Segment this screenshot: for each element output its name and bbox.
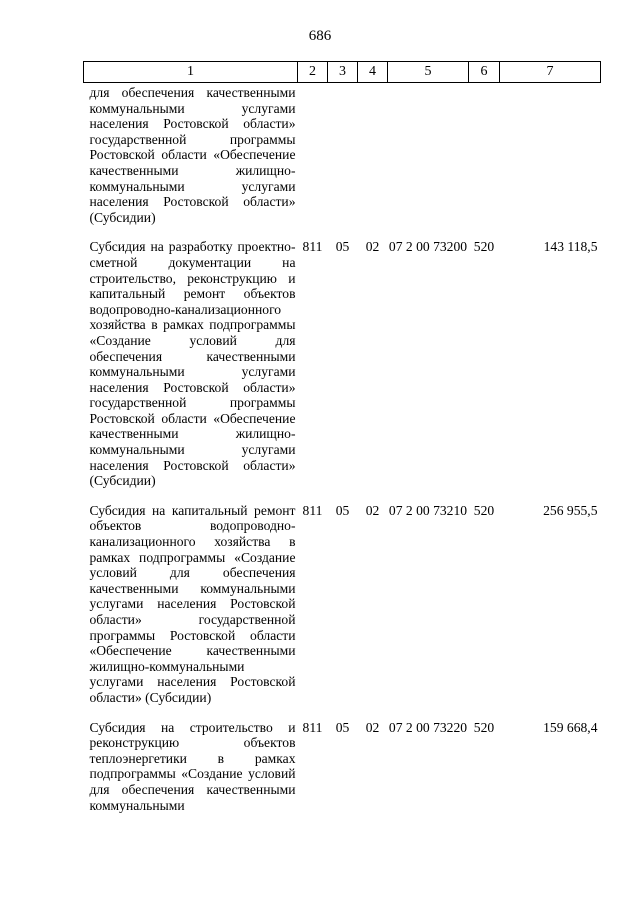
header-col-4: 4 [358, 62, 388, 83]
row-expense-type: 520 [473, 502, 495, 518]
row-section-code: 05 [335, 719, 350, 735]
row-section-code: 05 [335, 502, 350, 518]
table-row [84, 237, 601, 489]
row-amount: 256 955,5 [543, 502, 598, 518]
header-col-3: 3 [328, 62, 358, 83]
row-subsection-code: 02 [365, 502, 380, 518]
row-description: Субсидия на строительство и реконструкцию объектов теплоэнергетики в рамках подпрограммы «Создание условий для обеспечения качественными коммунальными [89, 719, 296, 813]
header-col-1: 1 [84, 62, 298, 83]
page-number: 686 [308, 28, 332, 44]
budget-table [83, 61, 601, 813]
row-description: Субсидия на разработку проектно-сметной документации на строительство, реконструкцию и капитальный ремонт объектов водопроводно-канализационного хозяйства в рамках подпрограммы «Создание условий для обеспечения качественными коммунальными услугами населения Ростовской области» государственной программы Ростовской области «Обеспечение качественными жилищно-коммунальными услугами населения Ростовской области» (Субсидии) [89, 239, 296, 489]
row-ministry-code: 811 [302, 239, 323, 255]
row-target-code: 07 2 00 73200 [388, 239, 468, 255]
header-col-2: 2 [298, 62, 328, 83]
row-amount: 159 668,4 [543, 719, 598, 735]
header-col-5: 5 [388, 62, 469, 83]
row-expense-type: 520 [473, 239, 495, 255]
row-subsection-code: 02 [365, 719, 380, 735]
row-section-code: 05 [335, 239, 350, 255]
header-col-7: 7 [500, 62, 601, 83]
row-ministry-code: 811 [302, 719, 323, 735]
table-row-continuation [84, 83, 601, 226]
row-ministry-code: 811 [302, 502, 323, 518]
header-col-6: 6 [469, 62, 500, 83]
table-row [84, 501, 601, 706]
row-subsection-code: 02 [365, 239, 380, 255]
header-row [84, 62, 601, 83]
row-amount: 143 118,5 [543, 239, 598, 255]
row-description: Субсидия на капитальный ремонт объектов водопроводно-канализационного хозяйства в рамках подпрограммы «Создание условий для обеспечения качественными коммунальными услугами населения Ростовской области» государственной программы Ростовской области «Обеспечение качественными жилищно-коммунальными услугами населения Ростовской области» (Субсидии) [89, 502, 296, 705]
row-target-code: 07 2 00 73220 [388, 719, 468, 735]
continuation-description: для обеспечения качественными коммунальными услугами населения Ростовской области» государственной программы Ростовской области «Обеспечение качественными жилищно-коммунальными услугами населения Ростовской области» (Субсидии) [89, 85, 296, 225]
row-expense-type: 520 [473, 719, 495, 735]
table-row [84, 718, 601, 814]
row-target-code: 07 2 00 73210 [388, 502, 468, 518]
